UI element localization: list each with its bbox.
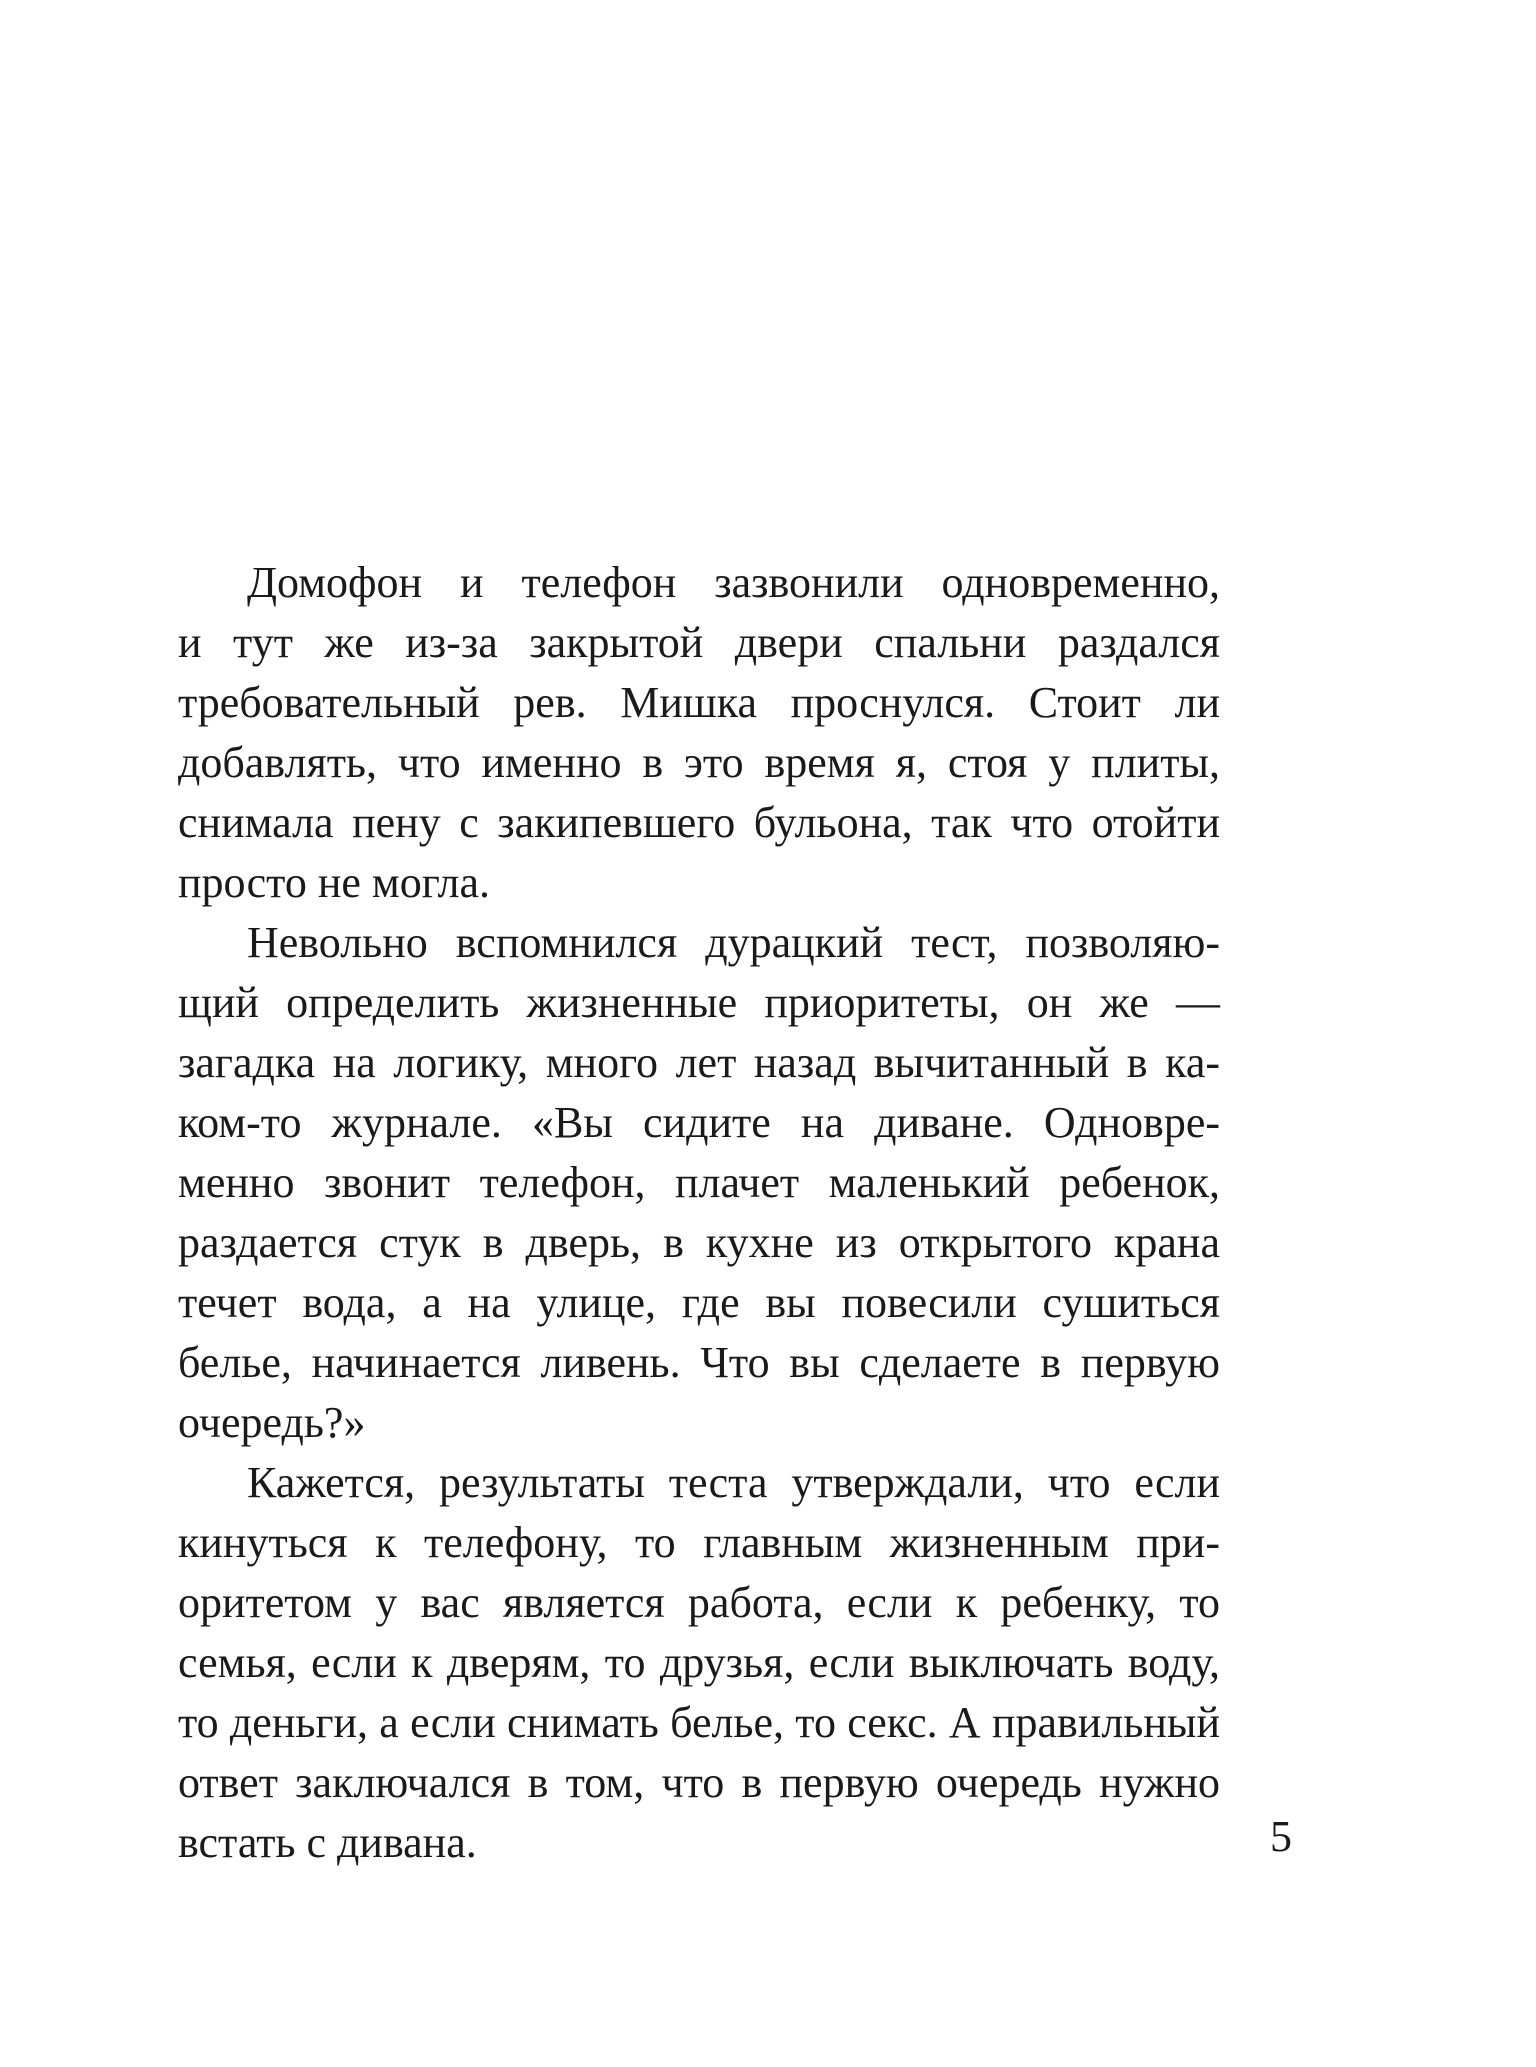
text-line: очередь?» <box>178 1398 366 1447</box>
text-line: ответ заключался в том, что в первую очередь нужно <box>178 1758 1220 1807</box>
text-line: менно звонит телефон, плачет маленький ребенок, <box>178 1158 1220 1207</box>
text-line: белье, начинается ливень. Что вы сделаете в первую <box>178 1338 1220 1387</box>
text-line: встать с дивана. <box>178 1818 477 1867</box>
text-line: загадка на логику, много лет назад вычитанный в ка- <box>178 1038 1220 1087</box>
text-line: ком-то журнале. «Вы сидите на диване. Одновре- <box>178 1098 1220 1147</box>
paragraph-2 <box>178 913 1220 1453</box>
text-line: просто не могла. <box>178 858 491 907</box>
text-line: Домофон и телефон зазвонили одновременно, <box>247 558 1220 607</box>
text-line: Кажется, результаты теста утверждали, что если <box>247 1458 1220 1507</box>
text-line: кинуться к телефону, то главным жизненным при- <box>178 1518 1220 1567</box>
text-line: щий определить жизненные приоритеты, он же — <box>178 978 1220 1027</box>
text-line: требовательный рев. Мишка проснулся. Стоит ли <box>178 678 1220 727</box>
text-line: то деньги, а если снимать белье, то секс. А правильный <box>178 1698 1220 1747</box>
text-line: оритетом у вас является работа, если к ребенку, то <box>178 1578 1220 1627</box>
text-line: раздается стук в дверь, в кухне из открытого крана <box>178 1218 1220 1267</box>
paragraph-3 <box>178 1453 1220 1873</box>
body-text <box>178 553 1220 1873</box>
text-line: Невольно вспомнился дурацкий тест, позволяю- <box>247 918 1220 967</box>
text-line: добавлять, что именно в это время я, стоя у плиты, <box>178 738 1220 787</box>
text-line: и тут же из-за закрытой двери спальни раздался <box>178 618 1220 667</box>
paragraph-1 <box>178 553 1220 913</box>
page-number: 5 <box>1270 1812 1292 1861</box>
text-line: снимала пену с закипевшего бульона, так что отойти <box>178 798 1220 847</box>
text-line: течет вода, а на улице, где вы повесили сушиться <box>178 1278 1220 1327</box>
text-line: семья, если к дверям, то друзья, если выключать воду, <box>178 1638 1220 1687</box>
